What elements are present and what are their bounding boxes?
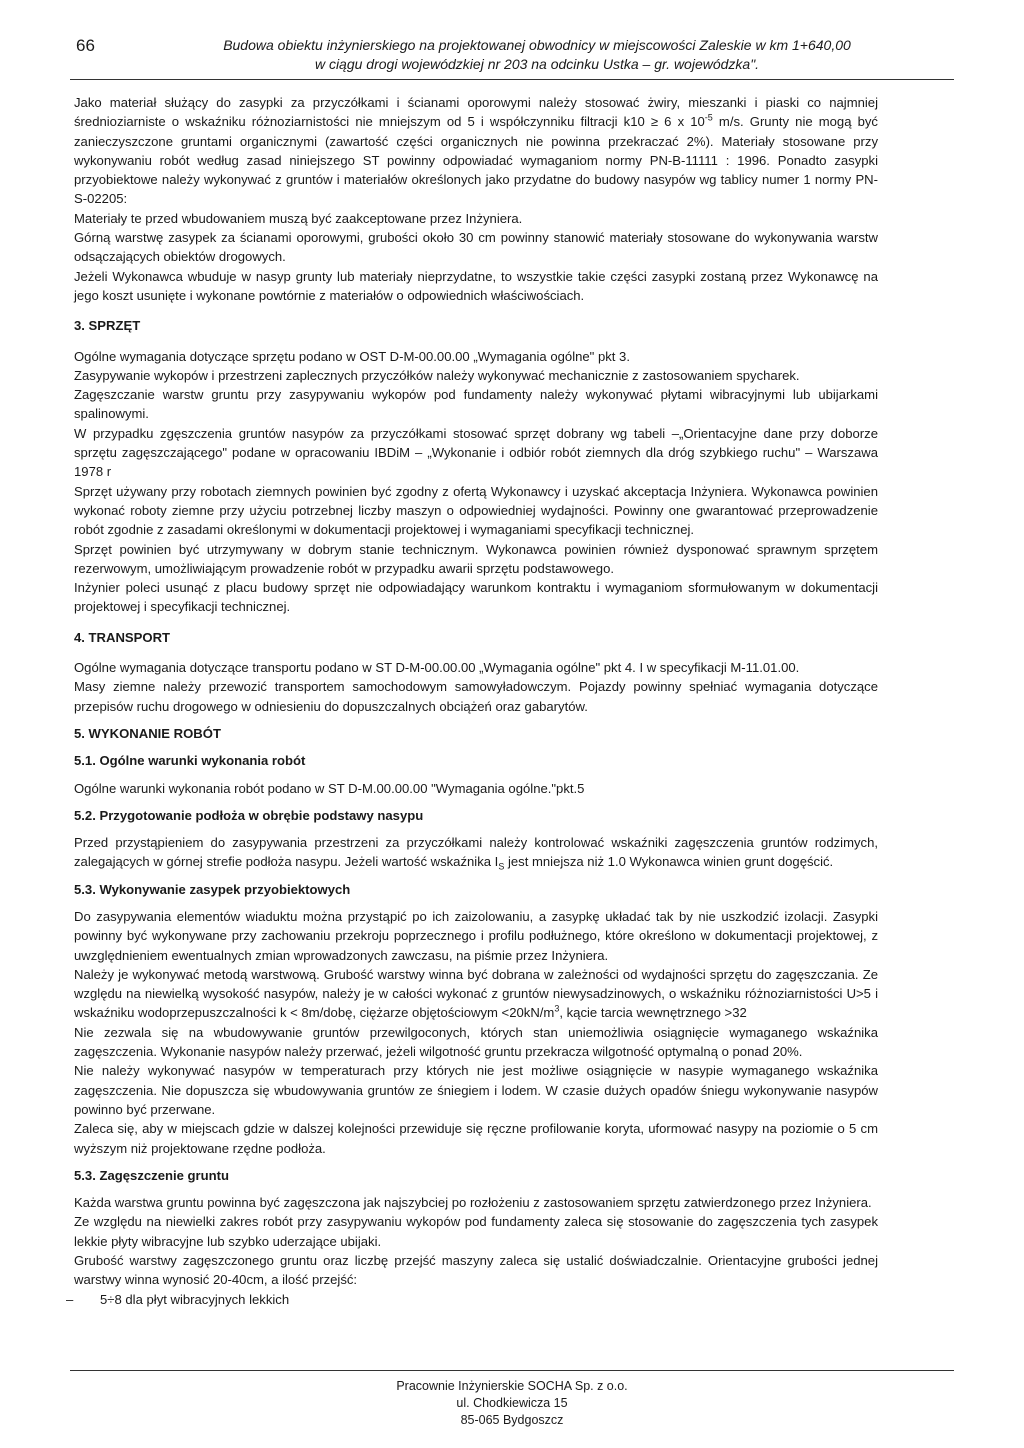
header-divider xyxy=(70,79,954,80)
section-heading-equipment: 3. SPRZĘT xyxy=(74,318,141,334)
footer-street: ul. Chodkiewicza 15 xyxy=(456,1396,568,1410)
section-paragraph: Grubość warstwy zagęszczonego gruntu oraz liczbę przejść maszyny zaleca się ustalić doświadczalnie. Orientacyjne grubości jednej warstwy winna wynosić 20-40cm, a ilość przejść: xyxy=(74,1253,878,1288)
intro-paragraph: Jeżeli Wykonawca wbuduje w nasyp grunty lub materiały nieprzydatne, to wszystkie takie części zasypki zostaną przez Wykonawcę na jego koszt usunięte i wykonane powtórnie z materiałów o odpowiednich właściwościach. xyxy=(74,268,878,303)
section-paragraph: Ze względu na niewielki zakres robót przy zasypywaniu wykopów pod fundamenty zaleca się stosowanie do zagęszczenia tych zasypek lekkie płyty wibracyjne lub szybko uderzające ubijaki. xyxy=(74,1214,878,1249)
section-heading-works: 5. WYKONANIE ROBÓT xyxy=(74,725,221,741)
page-footer xyxy=(0,1378,1024,1429)
paragraph-text: Przed przystąpieniem do zasypywania przestrzeni za przyczółkami należy kontrolować wskaźniki zagęszczenia gruntów rodzimych, zalegających w górnej strefie podłoża nasypu. Jeżeli wartość wskaźnika I xyxy=(74,835,878,870)
section-paragraph: Masy ziemne należy przewozić transportem samochodowym samowyładowczym. Pojazdy powinny spełniać wymagania dotyczące przepisów ruchu drogowego w odniesieniu do dopuszczalnych obciążeń oraz gabarytów. xyxy=(74,679,878,714)
paragraph-text: Należy je wykonywać metodą warstwową. Grubość warstwy winna być dobrana w zależności od wydajności sprzętu do zagęszczania. Ze względu na niewielką wysokość nasypów, należy je w całości wykonać z gruntów niewysadzinowych, o wskaźniku różnoziarnistości U>5 i wskaźniku wodoprzepuszczalności k < 8m/dobę, ciężarze objętościowym <20kN/m xyxy=(74,966,878,1021)
intro-text-cont: m/s. Grunty nie mogą być zanieczyszczone gruntami organicznymi (zawartość części organicznych nie powinna przekraczać 2%). Materiały stosowane przy wykonywaniu robót według zasad niniejszego ST powinny odpowiadać wymaganiom normy PN-B-11111 : 1996. Ponadto zasypki przyobiektowe należy wykonywać z gruntów i materiałów określonych jako przydatne do budowy nasypów wg tablicy numer 1 normy PN-S-02205: xyxy=(74,114,878,207)
section-paragraph: Inżynier poleci usunąć z placu budowy sprzęt nie odpowiadający warunkom kontraktu i wymaganiom sformułowanym w dokumentacji projektowej i specyfikacji technicznej. xyxy=(74,580,878,615)
superscript: 3 xyxy=(554,1004,560,1015)
paragraph-text-cont: jest mniejsza niż 1.0 Wykonawca winien grunt dogęścić. xyxy=(504,854,834,870)
footer-divider xyxy=(70,1370,954,1371)
list-item xyxy=(66,1290,878,1309)
list-item-text: 5÷8 dla płyt wibracyjnych lekkich xyxy=(100,1291,290,1307)
section-paragraph: W przypadku zgęszczenia gruntów nasypów za przyczółkami stosować sprzęt dobrany wg tabeli –„Orientacyjne dane przy doborze sprzętu zagęszczającego" podane w opracowaniu IBDiM – „Wykonanie i odbiór robót ziemnych dla dróg szybkiego ruchu" – Warszawa 1978 r xyxy=(74,425,878,480)
exponent: -5 xyxy=(704,112,713,123)
header-title xyxy=(120,36,954,74)
page-number: 66 xyxy=(76,36,95,55)
section-paragraph: Ogólne wymagania dotyczące sprzętu podano w OST D-M-00.00.00 „Wymagania ogólne" pkt 3. xyxy=(74,348,630,364)
intro-paragraph-materials xyxy=(74,93,878,209)
footer-company: Pracownie Inżynierskie SOCHA Sp. z o.o. xyxy=(396,1379,628,1393)
section-paragraph: Ogólne wymagania dotyczące transportu podano w ST D-M-00.00.00 „Wymagania ogólne" pkt 4. I w specyfikacji M-11.01.00. xyxy=(74,660,800,676)
subsection-heading-5-3: 5.3. Wykonywanie zasypek przyobiektowych xyxy=(74,881,351,897)
paragraph-text-cont: , kącie tarcia wewnętrznego >32 xyxy=(559,1005,747,1021)
section-paragraph: Zagęszczanie warstw gruntu przy zasypywaniu wykopów pod fundamenty należy wykonywać płytami wibracyjnymi lub ubijarkami spalinowymi. xyxy=(74,387,878,422)
subsection-heading-5-2: 5.2. Przygotowanie podłoża w obrębie podstawy nasypu xyxy=(74,807,424,823)
section-paragraph: Zaleca się, aby w miejscach gdzie w dalszej kolejności przewiduje się ręczne profilowanie koryta, uformować nasypy na poziomie o 5 cm wyższym niż projektowane rzędne podłoża. xyxy=(74,1121,878,1156)
intro-paragraph: Materiały te przed wbudowaniem muszą być zaakceptowane przez Inżyniera. xyxy=(74,210,523,226)
section-paragraph xyxy=(74,965,878,1023)
list-marker: – xyxy=(66,1291,74,1307)
section-paragraph: Ogólne warunki wykonania robót podano w ST D-M.00.00.00 "Wymagania ogólne."pkt.5 xyxy=(74,780,585,796)
subsection-heading-5-1: 5.1. Ogólne warunki wykonania robót xyxy=(74,753,306,769)
section-paragraph: Nie należy wykonywać nasypów w temperaturach przy których nie jest możliwe osiągnięcie w nasypie wymaganego wskaźnika zagęszczenia. Nie dopuszcza się wbudowywania gruntów ze śniegiem i lodem. W czasie dużych opadów śniegu wykonywanie nasypów powinno być przerwane. xyxy=(74,1063,878,1117)
section-heading-transport: 4. TRANSPORT xyxy=(74,629,171,645)
section-paragraph: Sprzęt używany przy robotach ziemnych powinien być zgodny z ofertą Wykonawcy i uzyskać akceptacja Inżyniera. Wykonawca powinien wykonać roboty ziemne przy użyciu potrzebnej liczby maszyn o odpowiedniej wydajności. Powinny one gwarantować przeprowadzenie robót zgodnie z zasadami określonymi w dokumentacji projektowej i wymaganiami specyfikacji technicznej. xyxy=(74,483,878,538)
subsection-heading-compaction: 5.3. Zagęszczenie gruntu xyxy=(74,1167,229,1183)
section-paragraph: Nie zezwala się na wbudowywanie gruntów przewilgoconych, których stan uniemożliwia osiągnięcie wymaganego wskaźnika zagęszczenia. Wykonanie nasypów należy przerwać, jeżeli wilgotność gruntu przekracza wilgotność optymalną o ponad 20%. xyxy=(74,1024,878,1060)
section-paragraph: Sprzęt powinien być utrzymywany w dobrym stanie technicznym. Wykonawca powinien również dysponować sprawnym sprzętem rezerwowym, umożliwiającym prowadzenie robót w przypadku awarii sprzętu podstawowego. xyxy=(74,541,878,576)
intro-text: Jako materiał służący do zasypki za przyczółkami i ścianami oporowymi należy stosować żwiry, mieszanki i piaski co najmniej średnioziarniste o wskaźniku różnoziarnistości nie mniejszym od 5 i współczynniku filtracji k10 ≥ 6 x 10 xyxy=(74,95,878,130)
subscript: S xyxy=(498,862,505,872)
page-header xyxy=(70,36,954,82)
section-paragraph: Do zasypywania elementów wiaduktu można przystąpić po ich zaizolowaniu, a zasypkę układać tak by nie uszkodzić izolacji. Zasypki powinny być wykonywane przy zachowaniu przekroju poprzecznego i profilu podłużnego, które określono w dokumentacji projektowej, z uwzględnieniem ewentualnych zmian wprowadzonych zawczasu, na piśmie przez Inżyniera. xyxy=(74,908,878,963)
section-paragraph: Każda warstwa gruntu powinna być zagęszczona jak najszybciej po rozłożeniu z zastosowaniem sprzętu zatwierdzonego przez Inżyniera. xyxy=(74,1195,872,1211)
header-title-line-2: w ciągu drogi wojewódzkiej nr 203 na odcinku Ustka – gr. wojewódzka". xyxy=(314,56,760,72)
document-body xyxy=(66,93,878,1309)
section-paragraph xyxy=(74,833,878,872)
footer-city: 85-065 Bydgoszcz xyxy=(460,1413,564,1427)
intro-paragraph: Górną warstwę zasypek za ścianami oporowymi, grubości około 30 cm powinny stanowić materiały stosowane do wykonywania warstw odsączających obiektów drogowych. xyxy=(74,230,878,265)
header-title-line-1: Budowa obiektu inżynierskiego na projektowanej obwodnicy w miejscowości Zaleskie w km 1+640,00 xyxy=(223,37,851,53)
section-paragraph: Zasypywanie wykopów i przestrzeni zaplecznych przyczółków należy wykonywać mechanicznie z zastosowaniem spycharek. xyxy=(74,367,800,383)
